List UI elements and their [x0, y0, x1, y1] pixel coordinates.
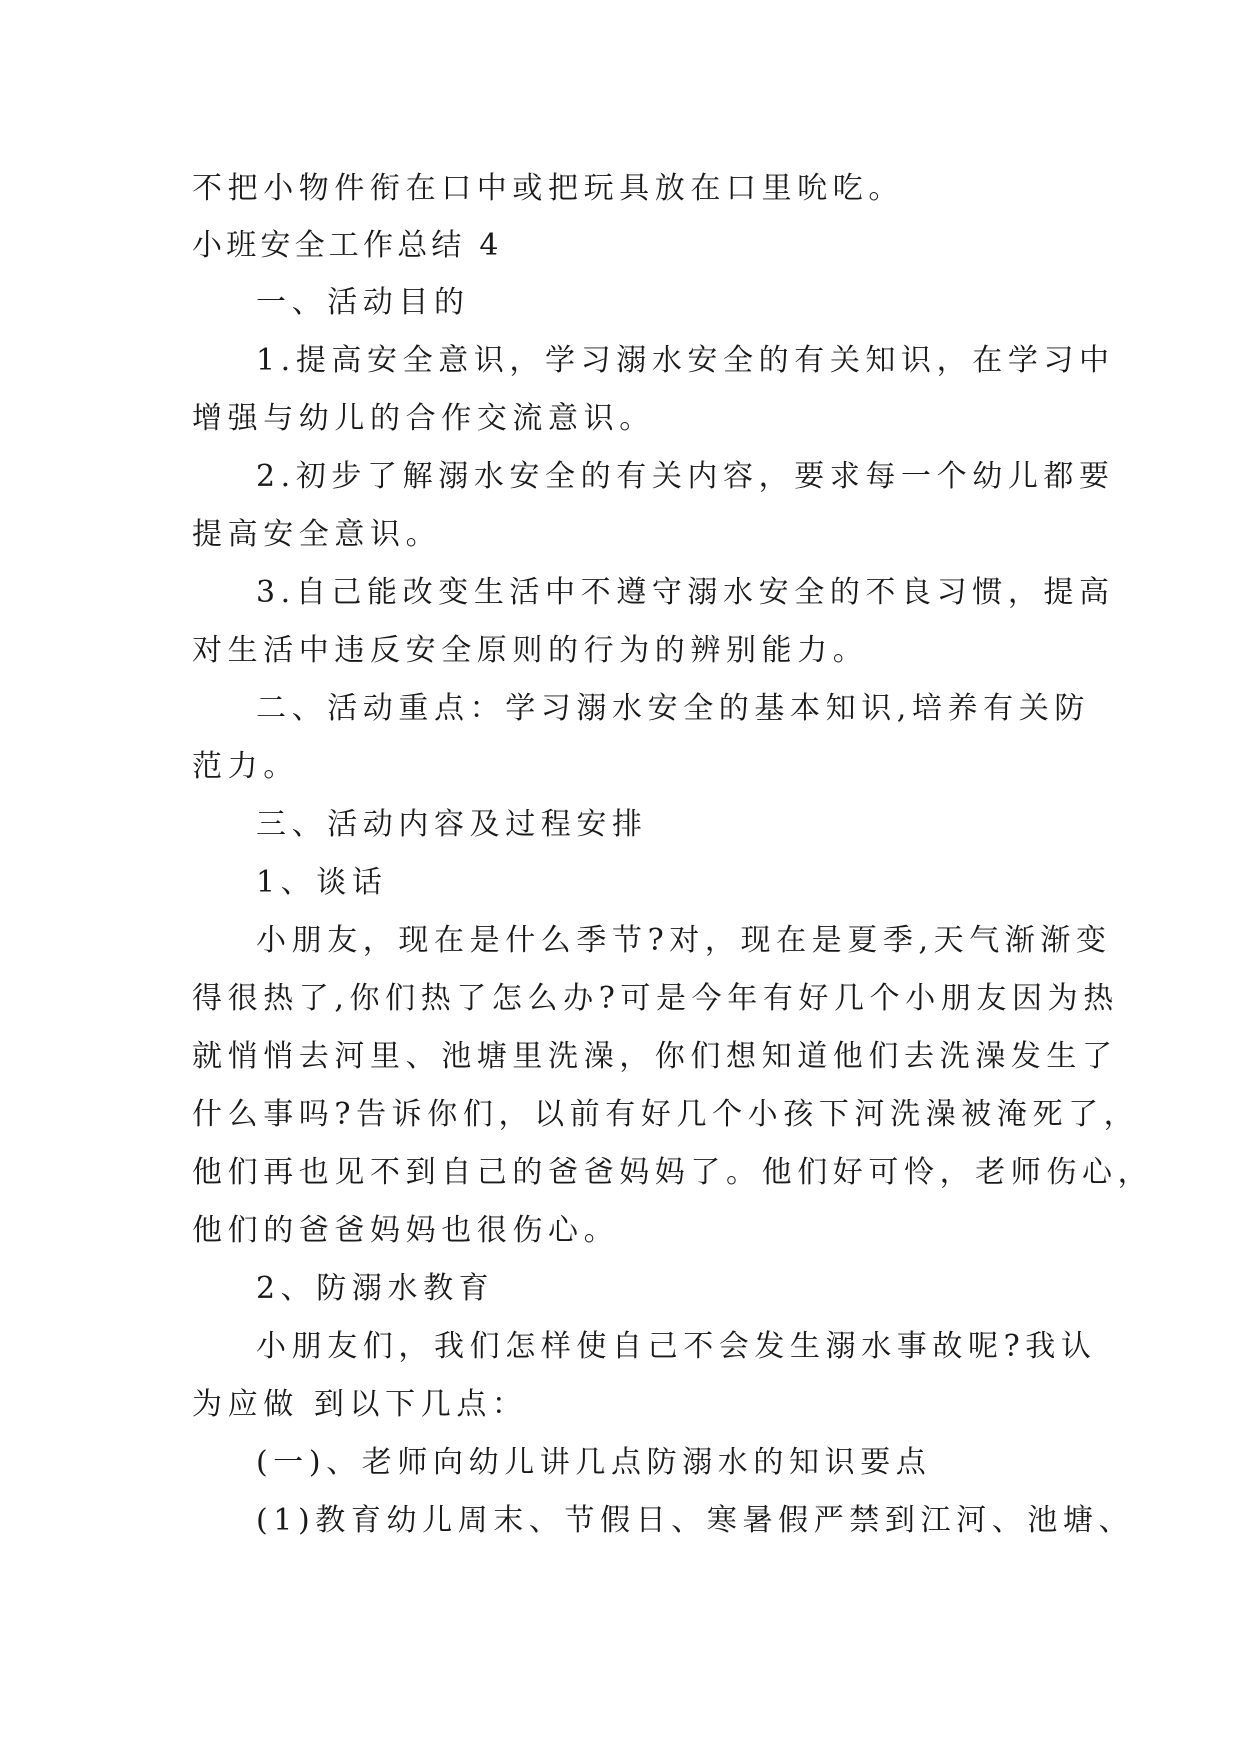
subheading-talk: 1、谈话 [256, 865, 388, 900]
paragraph-line: 不把小物件衔在口中或把玩具放在口里吮吃。 [192, 171, 904, 206]
paragraph-line: 小朋友，现在是什么季节?对，现在是夏季,天气渐渐变 [256, 923, 1112, 958]
paragraph-line: 3.自己能改变生活中不遵守溺水安全的不良习惯，提高 [256, 575, 1115, 610]
paragraph-line: 小朋友们，我们怎样使自己不会发生溺水事故呢?我认 [256, 1329, 1097, 1364]
paragraph-line: 得很热了,你们热了怎么办?可是今年有好几个小朋友因为热 [192, 981, 1119, 1016]
paragraph-line: 对生活中违反安全原则的行为的辨别能力。 [192, 633, 869, 668]
document-body [192, 160, 1154, 1550]
subheading-knowledge-points: (一)、老师向幼儿讲几点防溺水的知识要点 [256, 1445, 932, 1480]
paragraph-line: 他们再也见不到自己的爸爸妈妈了。他们好可怜，老师伤心， [192, 1155, 1154, 1190]
list-item: (1)教育幼儿周末、节假日、寒暑假严禁到江河、池塘、 [256, 1503, 1135, 1538]
paragraph-line: 2.初步了解溺水安全的有关内容，要求每一个幼儿都要 [256, 459, 1115, 494]
subheading-drowning-education: 2、防溺水教育 [256, 1271, 495, 1306]
paragraph-line: 他们的爸爸妈妈也很伤心。 [192, 1213, 620, 1248]
section-title: 小班安全工作总结 4 [192, 228, 503, 263]
heading-activity-goal: 一、活动目的 [256, 285, 470, 320]
paragraph-line: 什么事吗?告诉你们，以前有好几个小孩下河洗澡被淹死了， [192, 1097, 1140, 1132]
heading-activity-content: 三、活动内容及过程安排 [256, 807, 648, 842]
paragraph-line: 1.提高安全意识，学习溺水安全的有关知识，在学习中 [256, 343, 1115, 378]
paragraph-line: 就悄悄去河里、池塘里洗澡，你们想知道他们去洗澡发生了 [192, 1039, 1118, 1074]
paragraph-line: 为应做 到以下几点： [192, 1387, 528, 1422]
paragraph-line: 范力。 [192, 749, 299, 784]
heading-activity-focus: 二、活动重点：学习溺水安全的基本知识,培养有关防 [256, 691, 1090, 726]
paragraph-line: 增强与幼儿的合作交流意识。 [192, 401, 655, 436]
paragraph-line: 提高安全意识。 [192, 517, 442, 552]
